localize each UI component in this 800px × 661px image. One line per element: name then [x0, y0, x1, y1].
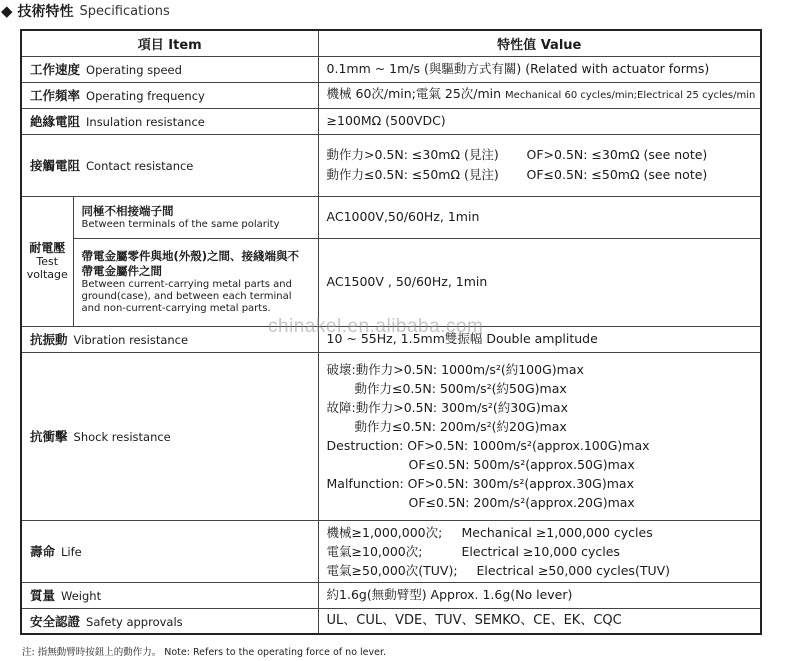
heading-en: Specifications	[79, 3, 170, 19]
row-operating-frequency	[21, 82, 761, 108]
row-insulation-resistance	[21, 108, 761, 134]
header-value: 特性值 Value	[318, 30, 761, 56]
section-heading	[0, 0, 170, 22]
label-test-voltage: 耐電壓 Test voltage	[21, 196, 73, 326]
value-safety-approvals: UL、CUL、VDE、TUV、SEMKO、CE、EK、CQC	[318, 608, 761, 634]
value-ground-case: AC1500V , 50/60Hz, 1min	[318, 238, 761, 326]
row-test-voltage-same-polarity	[21, 196, 761, 238]
row-shock-resistance	[21, 352, 761, 520]
label-operating-speed: 工作速度 Operating speed	[21, 56, 318, 82]
value-weight: 約1.6g(無動臂型) Approx. 1.6g(No lever)	[318, 582, 761, 608]
diamond-bullet-icon: ◆	[1, 2, 13, 20]
label-shock-resistance: 抗衝擊 Shock resistance	[21, 352, 318, 520]
label-safety-approvals: 安全認證 Safety approvals	[21, 608, 318, 634]
table-header-row	[21, 30, 761, 56]
row-safety-approvals	[21, 608, 761, 634]
watermark: chinakel.en.alibaba.com	[268, 316, 484, 337]
label-ground-case: 帶電金屬零件與地(外殼)之間、接綫端與不帶電金屬件之間 Between current-carrying metal parts and ground(case), and between each terminal and non-current-carrying metal parts.	[73, 238, 318, 326]
label-insulation-resistance: 絶緣電阻 Insulation resistance	[21, 108, 318, 134]
value-life: 機械≥1,000,000次; Mechanical ≥1,000,000 cycles 電氣≥10,000次; Electrical ≥10,000 cycles 電氣≥50,000次(TUV); Electrical ≥50,000 cycles(TUV)	[318, 520, 761, 582]
row-test-voltage-ground	[21, 238, 761, 326]
row-operating-speed	[21, 56, 761, 82]
value-vibration-resistance: 10 ~ 55Hz, 1.5mm雙振幅 Double amplitude	[318, 326, 761, 352]
value-insulation-resistance: ≥100MΩ (500VDC)	[318, 108, 761, 134]
value-contact-resistance: 動作力>0.5N: ≤30mΩ (見注) OF>0.5N: ≤30mΩ (see note) 動作力≤0.5N: ≤50mΩ (見注) OF≤0.5N: ≤50mΩ (see note)	[318, 134, 761, 196]
label-life: 壽命 Life	[21, 520, 318, 582]
value-shock-resistance: 破壞:動作力>0.5N: 1000m/s²(約100G)max 動作力≤0.5N: 500m/s²(約50G)max 故障:動作力>0.5N: 300m/s²(約30G)max 動作力≤0.5N: 200m/s²(約20G)max Destruction: OF>0.5N: 1000m/s²(approx.100G)max OF≤0.5N: 500m/s²(approx.50G)max Malfunction: OF>0.5N: 300m/s²(approx.30G)max OF≤0.5N: 200m/s²(approx.20G)max	[318, 352, 761, 520]
label-operating-frequency: 工作頻率 Operating frequency	[21, 82, 318, 108]
label-contact-resistance: 接觸電阻 Contact resistance	[21, 134, 318, 196]
heading-zh: 技術特性	[17, 4, 74, 20]
label-vibration-resistance: 抗振動 Vibration resistance	[21, 326, 318, 352]
footnote: 注: 指無動臂時按鈕上的動作力。 Note: Refers to the operating force of no lever.	[22, 647, 387, 658]
label-weight: 質量 Weight	[21, 582, 318, 608]
value-same-polarity: AC1000V,50/60Hz, 1min	[318, 196, 761, 238]
row-life	[21, 520, 761, 582]
row-weight	[21, 582, 761, 608]
value-operating-speed: 0.1mm ~ 1m/s (與驅動方式有關) (Related with actuator forms)	[318, 56, 761, 82]
header-item: 項目 Item	[21, 30, 318, 56]
label-same-polarity: 同極不相接端子間 Between terminals of the same polarity	[73, 196, 318, 238]
value-operating-frequency: 機械 60次/min;電氣 25次/min Mechanical 60 cycles/min;Electrical 25 cycles/min	[318, 82, 761, 108]
row-contact-resistance	[21, 134, 761, 196]
